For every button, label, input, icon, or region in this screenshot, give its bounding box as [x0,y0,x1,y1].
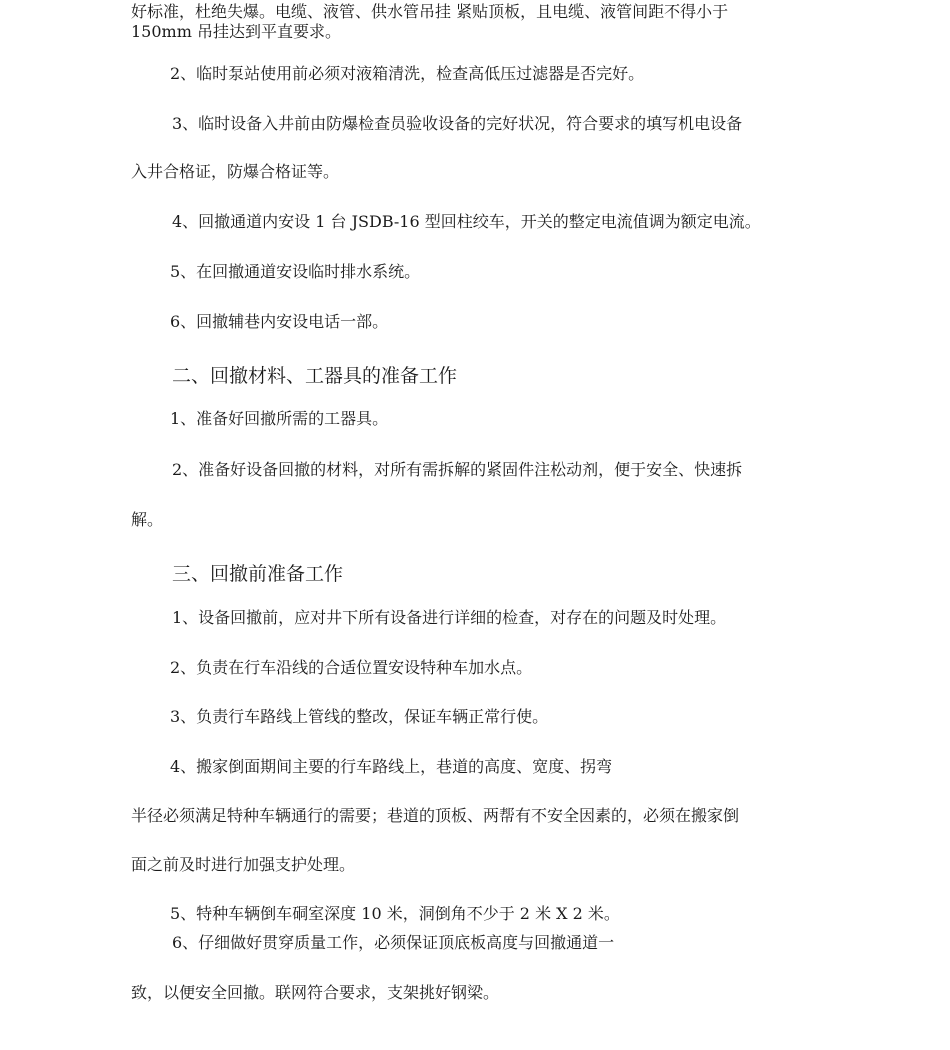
text-line: 2、临时泵站使用前必须对液箱清洗，检查高低压过滤器是否完好。 [170,64,645,83]
text-line: 半径必须满足特种车辆通行的需要；巷道的顶板、两帮有不安全因素的，必须在搬家倒 [131,806,740,825]
text-line: 6、仔细做好贯穿质量工作，必须保证顶底板高度与回撤通道一 [172,933,615,952]
text-line: 150mm 吊挂达到平直要求。 [131,22,341,41]
text-line: 6、回撤辅巷内安设电话一部。 [170,312,389,331]
text-line: 3、负责行车路线上管线的整改，保证车辆正常行使。 [170,707,549,726]
text-line: 致，以便安全回撤。联网符合要求，支架挑好钢梁。 [131,983,500,1002]
section-heading: 三、回撤前准备工作 [172,563,344,585]
text-line: 好标准，杜绝失爆。电缆、液管、供水管吊挂 紧贴顶板，且电缆、液管间距不得小于 [131,2,729,21]
text-line: 解。 [131,510,164,529]
text-line: 面之前及时进行加强支护处理。 [131,855,356,874]
text-line: 入井合格证，防爆合格证等。 [131,162,340,181]
text-line: 2、负责在行车沿线的合适位置安设特种车加水点。 [170,658,533,677]
text-line: 2、准备好设备回撤的材料，对所有需拆解的紧固件注松动剂，便于安全、快速拆 [172,460,743,479]
text-line: 4、搬家倒面期间主要的行车路线上，巷道的高度、宽度、拐弯 [170,757,613,776]
text-line: 3、临时设备入井前由防爆检查员验收设备的完好状况，符合要求的填写机电设备 [172,114,743,133]
text-line: 1、设备回撤前，应对井下所有设备进行详细的检查，对存在的问题及时处理。 [172,608,727,627]
text-line: 4、回撤通道内安设 1 台 JSDB-16 型回柱绞车，开关的整定电流值调为额定电流。 [172,212,761,231]
text-line: 1、准备好回撤所需的工器具。 [170,409,389,428]
text-line: 5、在回撤通道安设临时排水系统。 [170,262,421,281]
section-heading: 二、回撤材料、工器具的准备工作 [172,365,458,387]
text-line: 5、特种车辆倒车硐室深度 10 米，洞倒角不少于 2 米 X 2 米。 [170,904,620,923]
